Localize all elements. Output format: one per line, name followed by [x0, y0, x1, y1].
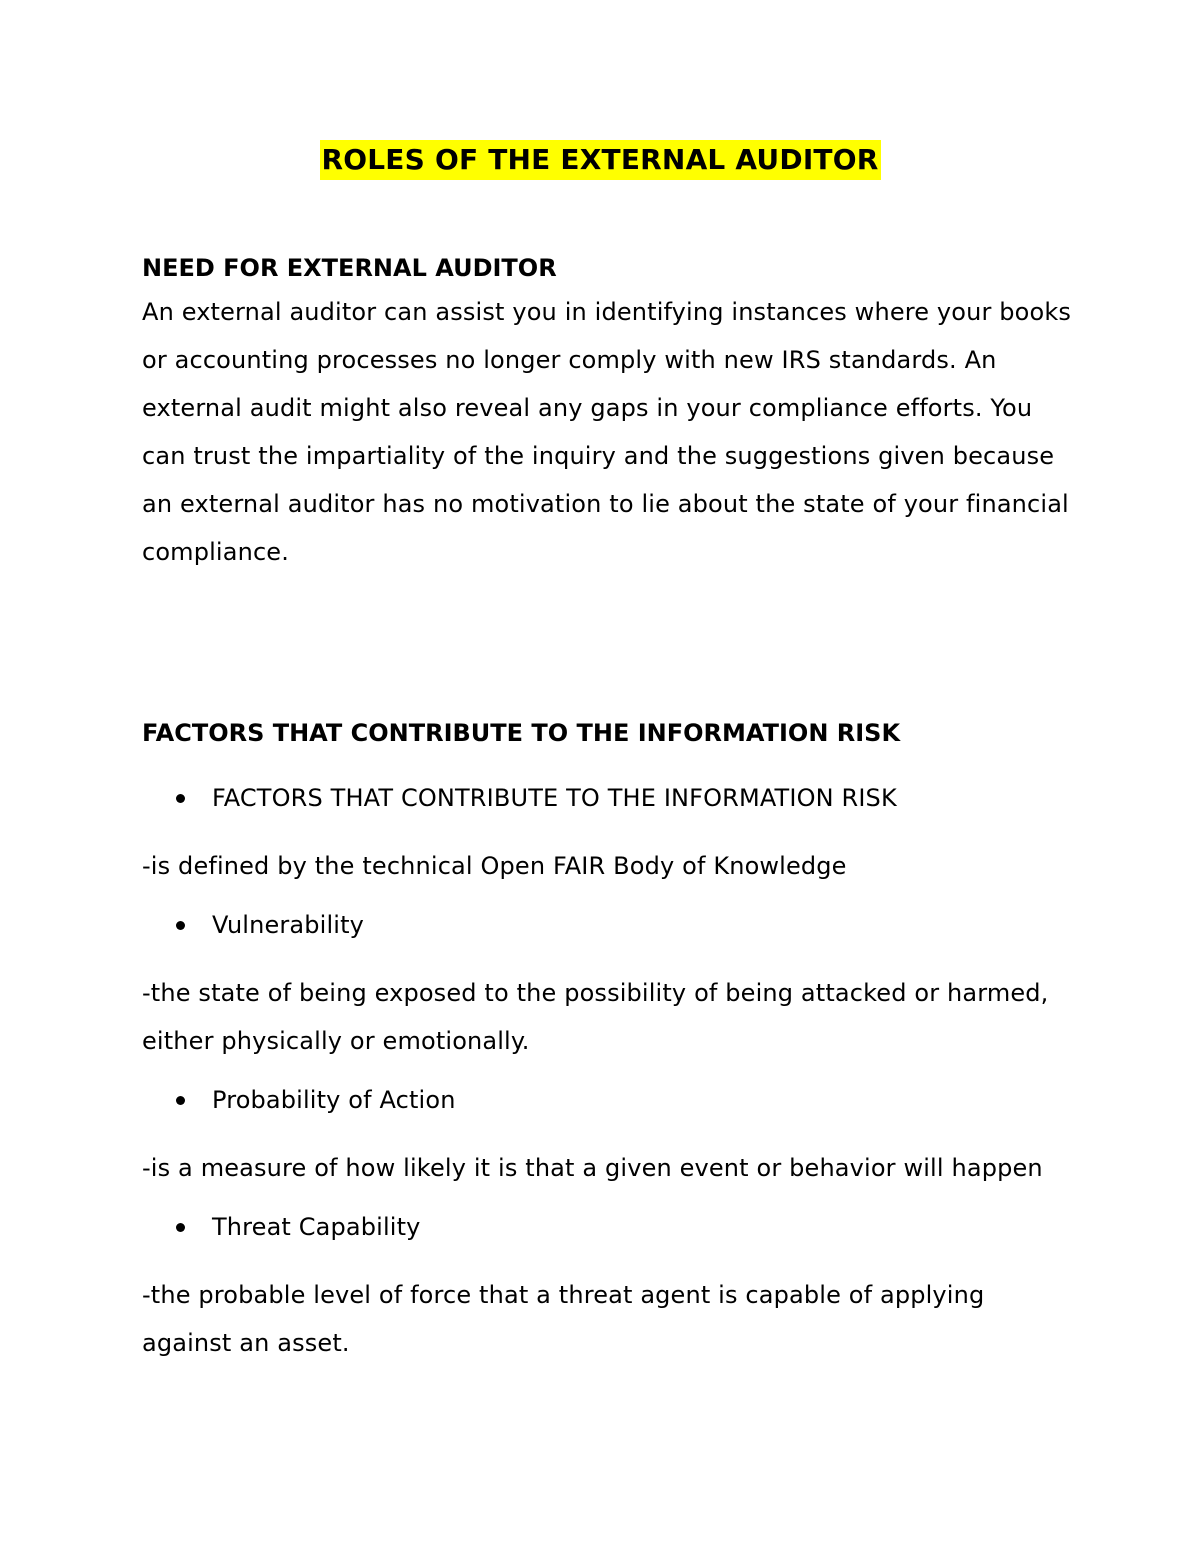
- document-title: ROLES OF THE EXTERNAL AUDITOR: [320, 140, 881, 180]
- section-paragraph-need: An external auditor can assist you in identifying instances where your books or accounting processes no longer comply with new IRS standards. An external audit might also reveal any gaps in your compliance efforts. You can trust the impartiality of the inquiry and the suggestions given because an external auditor has no motivation to lie about the state of your financial compliance.: [142, 298, 1072, 566]
- list-item-description: -the state of being exposed to the possibility of being attacked or harmed, either physically or emotionally.: [142, 979, 1049, 1055]
- list-item-bullet: [142, 778, 1072, 818]
- factors-list: [142, 778, 1072, 1382]
- section-heading-factors: FACTORS THAT CONTRIBUTE TO THE INFORMATION RISK: [142, 719, 901, 747]
- list-item-description: -is defined by the technical Open FAIR Body of Knowledge: [142, 852, 847, 880]
- bullet-text: FACTORS THAT CONTRIBUTE TO THE INFORMATION RISK: [212, 784, 897, 812]
- bullet-icon: [176, 921, 185, 930]
- list-item-description: -is a measure of how likely it is that a given event or behavior will happen: [142, 1154, 1043, 1182]
- title-container: [0, 140, 1200, 180]
- bullet-icon: [176, 1223, 185, 1232]
- bullet-text: Probability of Action: [212, 1086, 456, 1114]
- list-item-description: -the probable level of force that a threat agent is capable of applying against an asset.: [142, 1281, 985, 1357]
- bullet-icon: [176, 1096, 185, 1105]
- section-heading-need: NEED FOR EXTERNAL AUDITOR: [142, 254, 557, 282]
- bullet-text: Threat Capability: [212, 1213, 421, 1241]
- bullet-icon: [176, 794, 185, 803]
- document-body: [142, 248, 1072, 1357]
- list-item-bullet: [142, 1207, 1072, 1247]
- list-item-bullet: [142, 1080, 1072, 1120]
- list-item-bullet: [142, 905, 1072, 945]
- bullet-text: Vulnerability: [212, 911, 365, 939]
